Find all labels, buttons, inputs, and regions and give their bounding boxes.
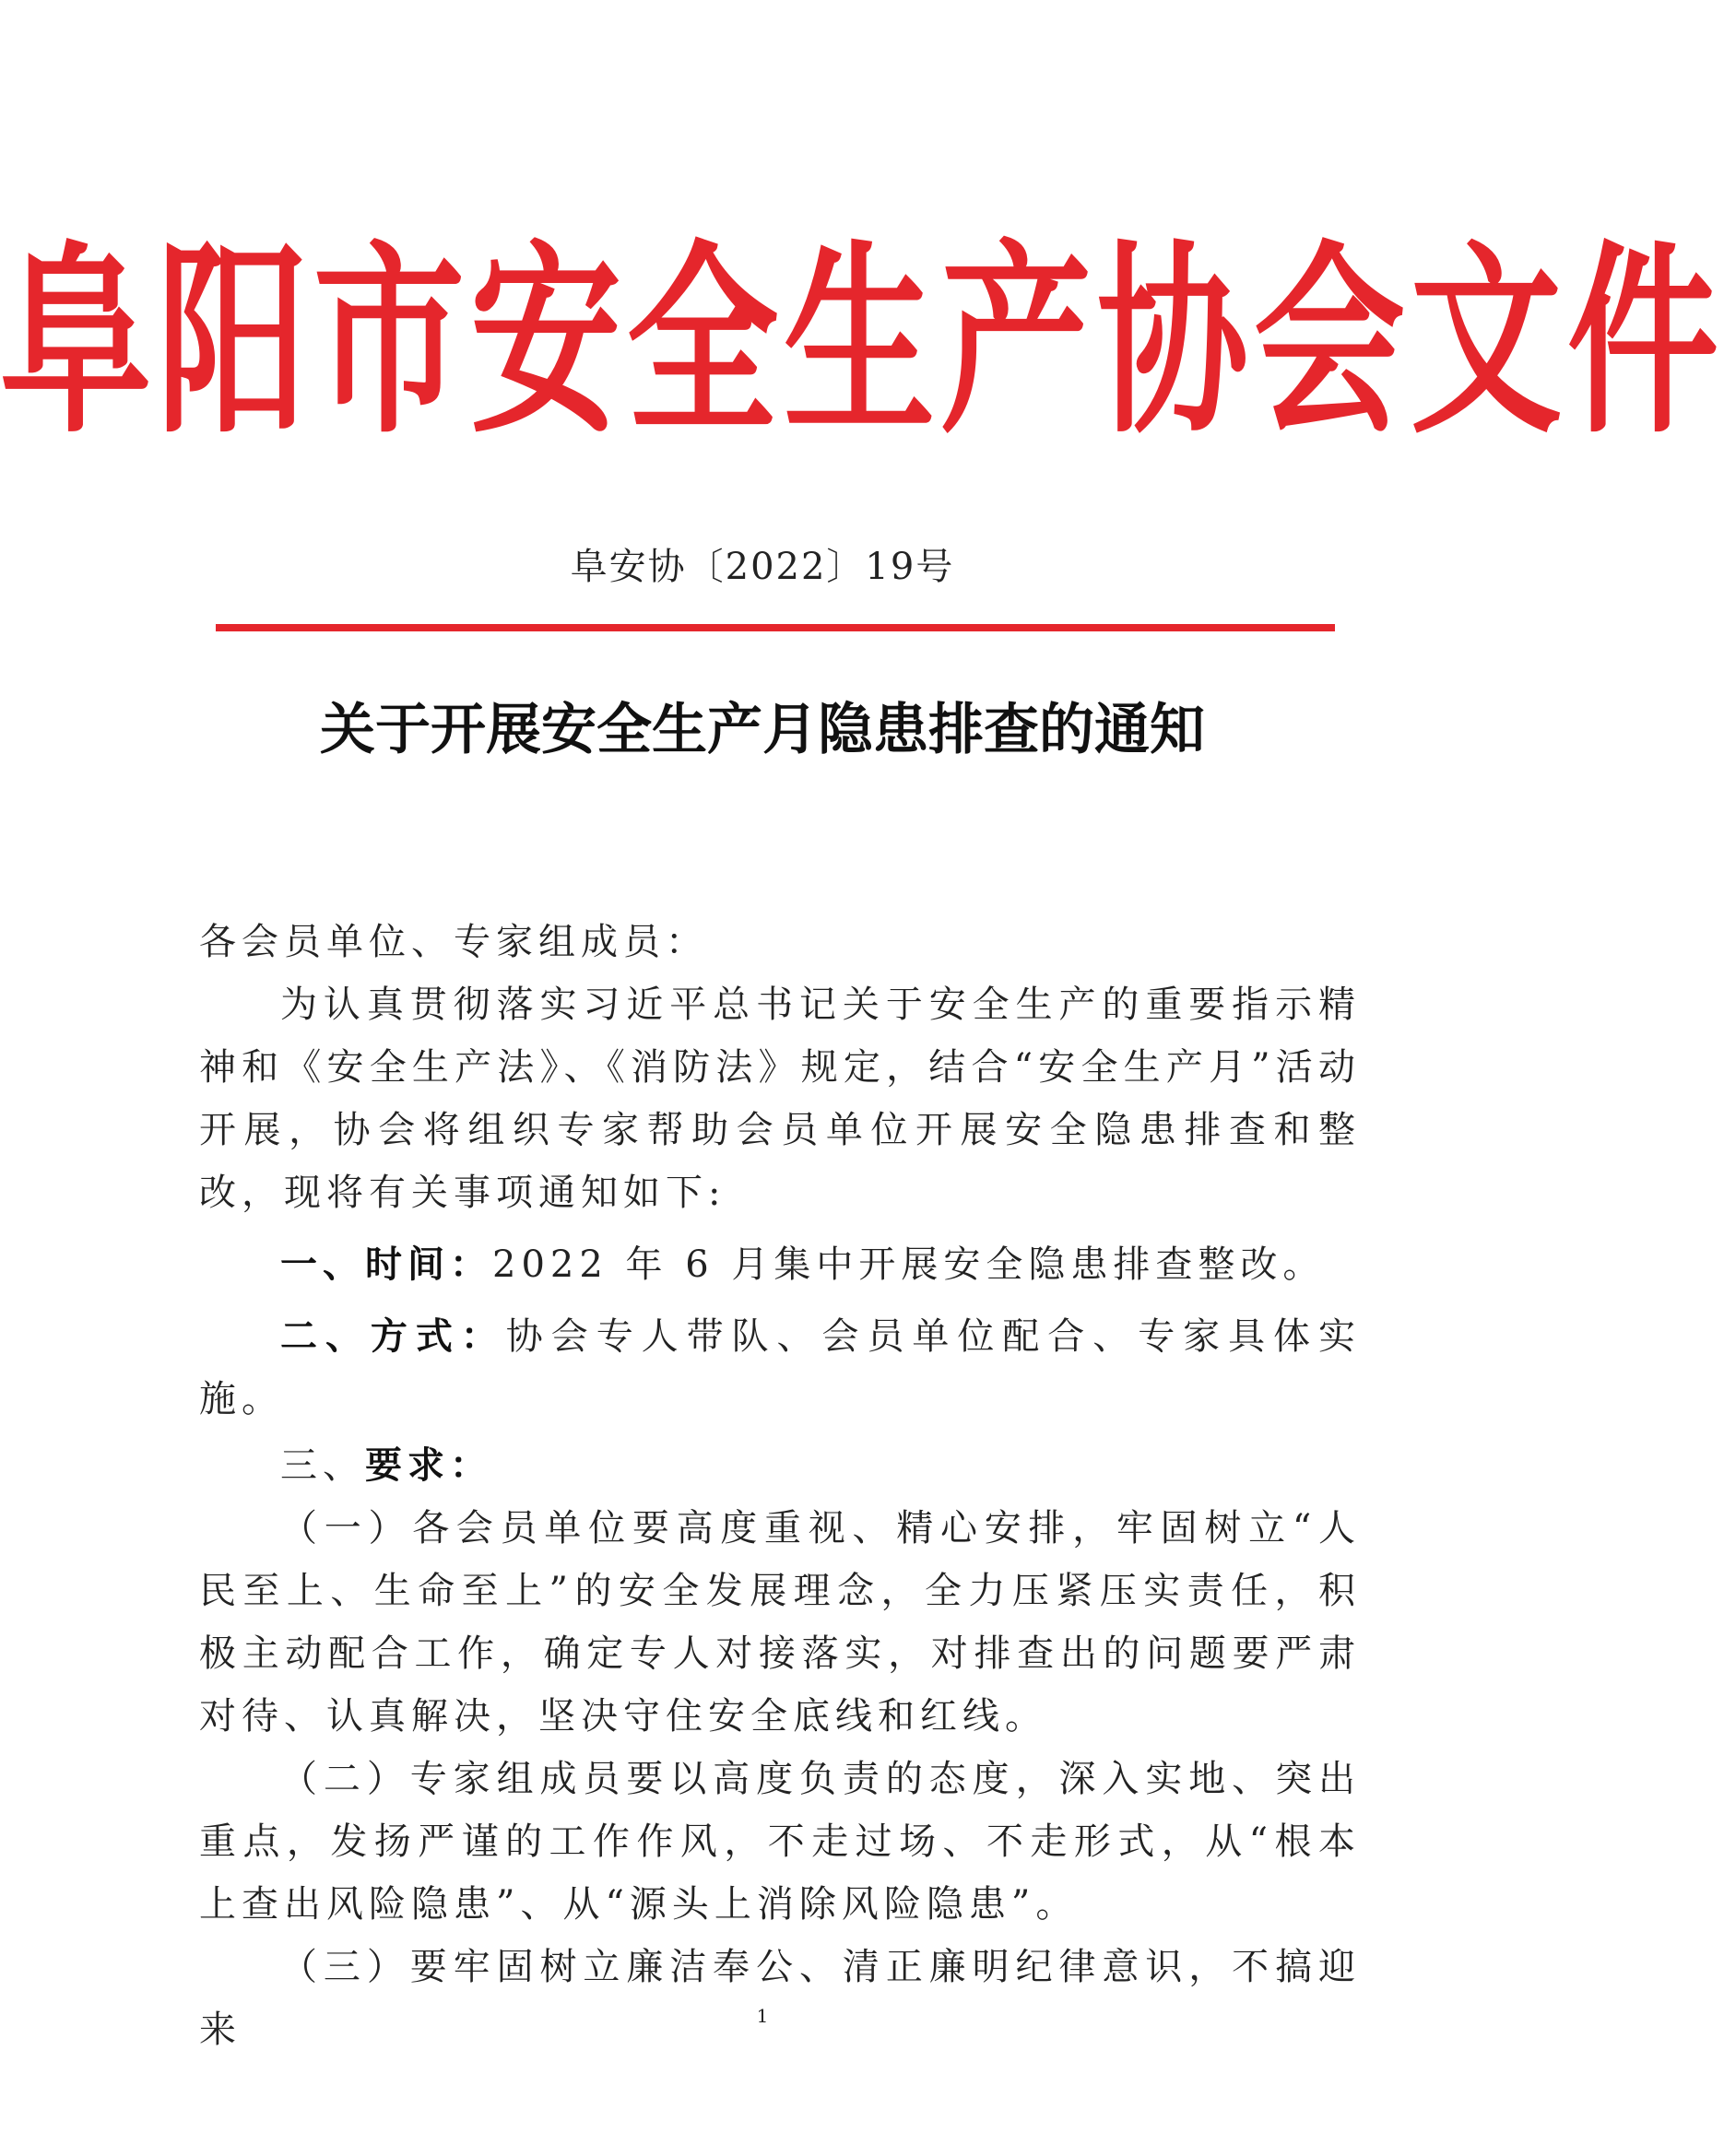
salutation: 各会员单位、专家组成员： — [199, 921, 708, 963]
intro-paragraph: 为认真贯彻落实习近平总书记关于安全生产的重要指示精神和《安全生产法》、《消防法》规定，结合“安全生产月”活动开展，协会将组织专家帮助会员单位开展安全隐患排查和整改，现将有关事项通知如下: — [199, 984, 1361, 1214]
document-number: 阜安协〔2022〕19号 — [570, 546, 955, 588]
item-time-text: 2022 年 6 月集中开展安全隐患排查整改。 — [492, 1243, 1326, 1286]
requirement-2: （二）专家组成员要以高度负责的态度，深入实地、突出重点，发扬严谨的工作作风，不走过场、不走形式，从“根本上查出风险隐患”、从“源头上消除风险隐患”。 — [199, 1758, 1361, 1926]
page-number: 1 — [756, 2005, 769, 2027]
item-method-text: 协会专人带队、会员单位配合、专家具体实施。 — [199, 1315, 1362, 1420]
item-requirements — [199, 1434, 1361, 1497]
item-method-label: 二、方式： — [280, 1314, 506, 1358]
document-masthead — [0, 223, 1724, 462]
item-requirements-label: 要求： — [365, 1443, 492, 1487]
requirement-3: （三）要牢固树立廉洁奉公、清正廉明纪律意识，不搞迎来 — [199, 1946, 1361, 2051]
notice-title: 关于开展安全生产月隐患排查的通知 — [320, 698, 1205, 762]
item-time — [199, 1233, 1361, 1296]
item-requirements-prefix: 三、 — [280, 1444, 365, 1487]
masthead-title: 阜阳市安全生产协会文件 — [0, 223, 1724, 462]
red-divider-line — [216, 624, 1335, 631]
item-method — [199, 1305, 1361, 1431]
notice-body — [199, 911, 1361, 2061]
item-time-label: 一、时间： — [280, 1243, 492, 1286]
requirement-1: （一）各会员单位要高度重视、精心安排，牢固树立“人民至上、生命至上”的安全发展理念，全力压紧压实责任，积极主动配合工作，确定专人对接落实，对排查出的问题要严肃对待、认真解决，坚决守住安全底线和红线。 — [199, 1507, 1361, 1738]
